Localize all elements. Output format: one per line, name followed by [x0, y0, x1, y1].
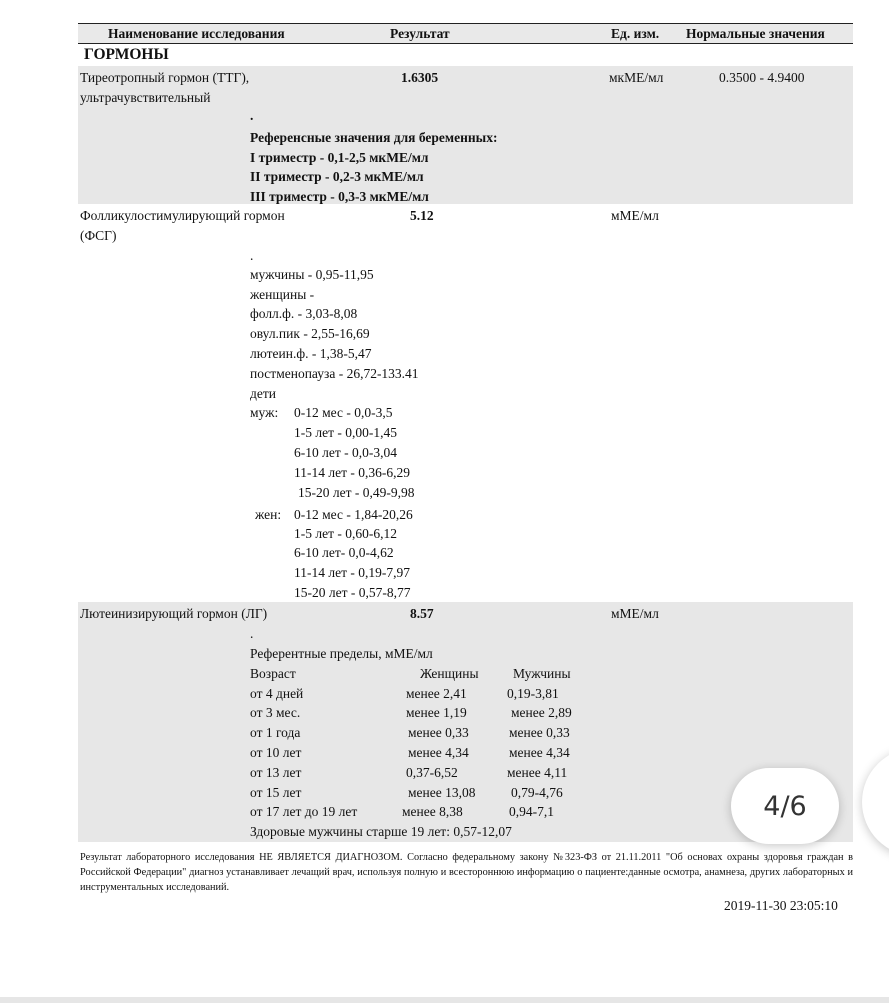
- section-title: ГОРМОНЫ: [84, 46, 169, 63]
- page-indicator: 4/6: [731, 768, 839, 844]
- fsh-female-label: жен:: [255, 507, 282, 522]
- fsh-name-line1: Фолликулостимулирующий гормон: [80, 208, 285, 223]
- fsh-note: женщины -: [250, 287, 315, 302]
- lh-col-men: Мужчины: [513, 666, 571, 681]
- fsh-male-range: 11-14 лет - 0,36-6,29: [294, 465, 410, 480]
- fsh-result: 5.12: [410, 208, 434, 223]
- fsh-female-range: 6-10 лет- 0,0-4,62: [294, 545, 394, 560]
- tsh-note: II триместр - 0,2-3 мкМЕ/мл: [250, 169, 424, 184]
- tsh-unit: мкМЕ/мл: [609, 70, 664, 85]
- fsh-female-range: 0-12 мес - 1,84-20,26: [294, 507, 413, 522]
- lh-men: 0,94-7,1: [509, 804, 554, 819]
- lh-women: менее 4,34: [408, 745, 469, 760]
- tsh-note: III триместр - 0,3-3 мкМЕ/мл: [250, 189, 429, 204]
- lh-name: Лютеинизирующий гормон (ЛГ): [80, 606, 268, 621]
- tsh-dot: .: [250, 108, 254, 123]
- tsh-norm: 0.3500 - 4.9400: [719, 70, 805, 85]
- lh-col-age: Возраст: [250, 666, 296, 681]
- lh-men: менее 2,89: [511, 705, 572, 720]
- header-unit: Ед. изм.: [611, 26, 660, 41]
- lh-men: 0,19-3,81: [507, 686, 559, 701]
- lh-women: менее 0,33: [408, 725, 469, 740]
- lh-age: от 10 лет: [250, 745, 302, 760]
- lh-men: 0,79-4,76: [511, 785, 563, 800]
- lh-women: менее 1,19: [406, 705, 467, 720]
- lh-col-women: Женщины: [420, 666, 479, 681]
- header-norm: Нормальные значения: [686, 26, 825, 41]
- disclaimer: Результат лабораторного исследования НЕ ЯВЛЯЕТСЯ ДИАГНОЗОМ. Согласно федеральному закону №323-ФЗ от 21.11.2011 "Об основах охраны здоровья граждан в Российской Федерации" диагноз устанавливает лечащий врач, используя полную и всестороннюю информацию о пациенте:данные осмотра, анамнеза, других лабораторных и инструментальных исследований.: [80, 852, 853, 894]
- lh-men: менее 4,34: [509, 745, 570, 760]
- lh-men: менее 0,33: [509, 725, 570, 740]
- lh-dot: .: [250, 626, 254, 641]
- lh-age: от 15 лет: [250, 785, 302, 800]
- tsh-note: I триместр - 0,1-2,5 мкМЕ/мл: [250, 150, 429, 165]
- lh-unit: мМЕ/мл: [611, 606, 659, 621]
- lh-men: менее 4,11: [507, 765, 568, 780]
- lh-age: от 4 дней: [250, 686, 304, 701]
- fsh-note: фолл.ф. - 3,03-8,08: [250, 306, 358, 321]
- fsh-male-range: 1-5 лет - 0,00-1,45: [294, 425, 397, 440]
- lh-ref-title: Референтные пределы, мМЕ/мл: [250, 646, 433, 661]
- fsh-male-label: муж:: [250, 405, 279, 420]
- fsh-male-range: 0-12 мес - 0,0-3,5: [294, 405, 393, 420]
- tsh-name-line1: Тиреотропный гормон (ТТГ),: [80, 70, 250, 85]
- table-header: [78, 23, 853, 44]
- fsh-female-range: 1-5 лет - 0,60-6,12: [294, 526, 397, 541]
- fsh-male-range: 15-20 лет - 0,49-9,98: [298, 485, 415, 500]
- tsh-name-line2: ультрачувствительный: [80, 90, 211, 105]
- lh-age: от 13 лет: [250, 765, 302, 780]
- tsh-result: 1.6305: [401, 70, 439, 85]
- fsh-female-range: 11-14 лет - 0,19-7,97: [294, 565, 410, 580]
- lh-result: 8.57: [410, 606, 434, 621]
- lh-women: 0,37-6,52: [406, 765, 458, 780]
- bottom-bar: [0, 997, 889, 1003]
- fsh-dot: .: [250, 248, 254, 263]
- fsh-note: постменопауза - 26,72-133.41: [250, 366, 419, 381]
- fsh-male-range: 6-10 лет - 0,0-3,04: [294, 445, 397, 460]
- fsh-female-range: 15-20 лет - 0,57-8,77: [294, 585, 411, 600]
- fsh-unit: мМЕ/мл: [611, 208, 659, 223]
- lh-age: от 3 мес.: [250, 705, 301, 720]
- tsh-note: Референсные значения для беременных:: [250, 130, 498, 145]
- header-result: Результат: [390, 26, 450, 41]
- fsh-note: овул.пик - 2,55-16,69: [250, 326, 370, 341]
- lh-women: менее 2,41: [406, 686, 467, 701]
- lh-footer-note: Здоровые мужчины старше 19 лет: 0,57-12,07: [250, 824, 512, 839]
- lh-age: от 1 года: [250, 725, 301, 740]
- lh-age: от 17 лет до 19 лет: [250, 804, 358, 819]
- fsh-name-line2: (ФСГ): [80, 228, 117, 243]
- timestamp: 2019-11-30 23:05:10: [724, 898, 838, 913]
- lh-women: менее 8,38: [402, 804, 463, 819]
- fsh-note: дети: [250, 386, 276, 401]
- next-page-button[interactable]: [862, 748, 889, 856]
- lh-women: менее 13,08: [408, 785, 476, 800]
- fsh-note: лютеин.ф. - 1,38-5,47: [250, 346, 372, 361]
- fsh-note: мужчины - 0,95-11,95: [250, 267, 374, 282]
- header-name: Наименование исследования: [108, 26, 285, 41]
